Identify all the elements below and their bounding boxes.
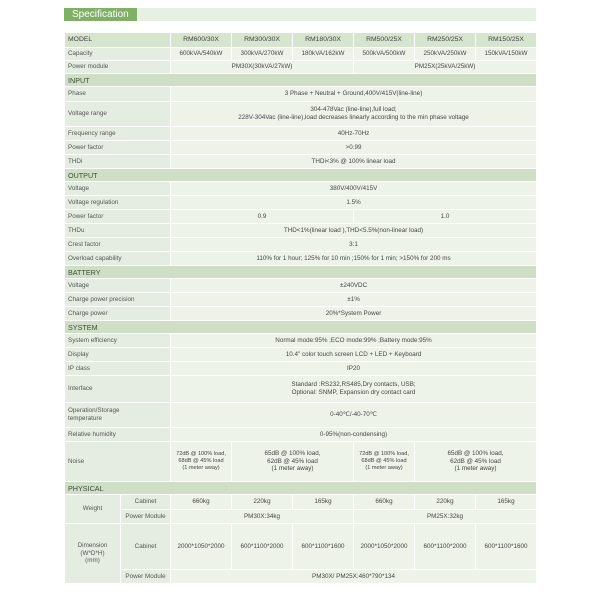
capacity-value: 150kVA/150kW [476,48,537,61]
input-power-factor-label: Power factor [65,141,171,155]
phase-row [65,87,537,102]
display-label: Display [65,348,171,362]
weight-cabinet-value: 220kg [232,495,293,510]
weight-cabinet-value: 165kg [476,495,537,510]
dimension-cabinet-label: Cabinet [121,524,171,570]
section-physical-title: PHYSICAL [65,482,537,495]
overload-value: 110% for 1 hour; 125% for 10 min ;150% for 1 min; >150% for 200 ms [171,252,537,266]
weight-pm-row [65,510,537,524]
interface-row [65,376,537,403]
power-module-value: PM25X(25kVA/25kW) [354,61,537,74]
model-row [65,33,537,48]
display-value: 10.4" color touch screen LCD + LED + Keyboard [171,348,537,362]
noise-row [65,442,537,482]
noise-line: (1 meter away) [182,464,220,471]
temperature-label [65,403,171,428]
noise-line: 65dB @ 100% load, [264,449,321,457]
noise-value [354,442,415,482]
noise-value [171,442,232,482]
section-input-title: INPUT [65,74,537,87]
battery-voltage-row [65,279,537,293]
output-power-factor-value: 0.9 [171,210,354,224]
weight-cabinet-value: 165kg [293,495,354,510]
crest-factor-value: 3:1 [171,238,537,252]
frequency-range-label: Frequency range [65,127,171,141]
interface-line: Standard :RS232,RS485,Dry contacts, USB; [291,381,416,389]
capacity-value: 600kVA/540kW [171,48,232,61]
noise-line: 72dB @ 100% load, [359,451,409,458]
noise-line: 65dB @ 100% load, [447,449,504,457]
weight-cabinet-value: 660kg [354,495,415,510]
output-voltage-row [65,182,537,196]
model-name: RM300/30X [232,33,293,48]
dimension-label-line: (mm) [85,557,100,565]
section-output-title: OUTPUT [65,169,537,182]
weight-cabinet-value: 660kg [171,495,232,510]
thdu-row [65,224,537,238]
section-battery [65,266,537,279]
spec-table [64,32,537,584]
voltage-range-value [171,102,537,127]
dimension-label-line: (W*D*H) [80,549,105,557]
noise-line: (1 meter away) [365,464,403,471]
temperature-label-line: Operation/Storage [68,407,120,415]
dimension-cabinet-value: 600*1100*2000 [232,524,293,570]
output-voltage-value: 380V/400V/415V [171,182,537,196]
weight-label: Weight [65,495,121,524]
noise-line: 72dB @ 100% load, [176,451,226,458]
capacity-row [65,48,537,61]
battery-voltage-label: Voltage [65,279,171,293]
section-input [65,74,537,87]
dimension-cabinet-value: 2000*1050*2000 [354,524,415,570]
model-name: RM250/25X [415,33,476,48]
charge-precision-value: ±1% [171,293,537,307]
display-row [65,348,537,362]
spec-header-title: Specification [64,8,137,21]
section-system-title: SYSTEM [65,321,537,334]
voltage-regulation-row [65,196,537,210]
interface-line: Optional: SNMP, Expansion dry contact card [291,389,416,396]
phase-value: 3 Phase + Neutral + Ground,400V/415V(line-line) [171,87,537,102]
crest-factor-row [65,238,537,252]
weight-pm-value: PM25X:32kg [354,510,537,524]
output-power-factor-row [65,210,537,224]
voltage-range-label: Voltage range [65,102,171,127]
output-voltage-label: Voltage [65,182,171,196]
dimension-label-line: Dimension [77,541,108,549]
section-physical [65,482,537,495]
thdi-label: THDi [65,155,171,169]
output-power-factor-value: 1.0 [354,210,537,224]
model-name: RM150/25X [476,33,537,48]
voltage-range-row [65,102,537,127]
section-system [65,321,537,334]
model-label: MODEL [65,33,171,48]
humidity-label: Relative humidity [65,428,171,442]
charge-power-row [65,307,537,321]
thdi-row [65,155,537,169]
efficiency-row [65,334,537,348]
phase-label: Phase [65,87,171,102]
dimension-pm-value: PM30X/ PM25X:460*790*134 [171,570,537,584]
overload-label: Overload capability [65,252,171,266]
temperature-row [65,403,537,428]
charge-precision-label: Charge power precision [65,293,171,307]
dimension-cabinet-value: 600*1100*1600 [293,524,354,570]
dimension-cabinet-value: 600*1100*2000 [415,524,476,570]
power-module-row [65,61,537,74]
dimension-label [65,524,121,584]
weight-cabinet-row [65,495,537,510]
capacity-label: Capacity [65,48,171,61]
dimension-cabinet-value: 2000*1050*2000 [171,524,232,570]
section-output [65,169,537,182]
humidity-row [65,428,537,442]
humidity-value: 0-95%(non-condensing) [171,428,537,442]
voltage-regulation-value: 1.5% [171,196,537,210]
model-name: RM500/25X [354,33,415,48]
noise-line: 62dB @ 45% load [267,457,318,465]
ip-class-label: IP class [65,362,171,376]
charge-power-value: 20%*System Power [171,307,537,321]
noise-line: 62dB @ 45% load [450,457,501,465]
voltage-range-line: 304-478Vac (line-line),full load; [310,106,397,114]
model-name: RM180/30X [293,33,354,48]
weight-cabinet-label: Cabinet [121,495,171,510]
weight-pm-value: PM30X:34kg [171,510,354,524]
efficiency-label: System efficiency [65,334,171,348]
model-name: RM600/30X [171,33,232,48]
capacity-value: 180kVA/162kW [293,48,354,61]
voltage-range-line: 228V-304Vac (line-line),load decreases linearly according to the min phase voltage [238,114,469,121]
noise-line: (1 meter away) [454,465,497,473]
weight-pm-label: Power Module [121,510,171,524]
output-power-factor-label: Power factor [65,210,171,224]
voltage-regulation-label: Voltage regulation [65,196,171,210]
thdu-value: THD<1%(linear load ),THD<5.5%(non-linear load) [171,224,537,238]
power-module-value: PM30X(30kVA/27kW) [171,61,354,74]
charge-power-label: Charge power [65,307,171,321]
capacity-value: 250kVA/250kW [415,48,476,61]
frequency-range-row [65,127,537,141]
temperature-value: 0-40℃/-40-70℃ [171,403,537,428]
interface-label: Interface [65,376,171,403]
noise-line: (1 meter away) [271,465,314,473]
thdu-label: THDu [65,224,171,238]
noise-label: Noise [65,442,171,482]
weight-cabinet-value: 220kg [415,495,476,510]
section-battery-title: BATTERY [65,266,537,279]
crest-factor-label: Crest factor [65,238,171,252]
ip-class-row [65,362,537,376]
dimension-cabinet-row [65,524,537,570]
spec-header-bar [64,8,536,21]
noise-value [232,442,354,482]
charge-precision-row [65,293,537,307]
thdi-value: THDi<3% @ 100% linear load [171,155,537,169]
noise-line: 68dB @ 45% load [178,458,224,464]
power-module-label: Power module [65,61,171,74]
overload-row [65,252,537,266]
noise-value [415,442,537,482]
capacity-value: 500kVA/500kW [354,48,415,61]
battery-voltage-value: ±240VDC [171,279,537,293]
dimension-pm-row [65,570,537,584]
input-power-factor-value: >0.99 [171,141,537,155]
temperature-label-line: temperature [68,415,102,422]
ip-class-value: IP20 [171,362,537,376]
interface-value [171,376,537,403]
dimension-cabinet-value: 600*1100*1600 [476,524,537,570]
efficiency-value: Normal mode:95% ;ECO mode:99% ;Battery mode:95% [171,334,537,348]
dimension-pm-label: Power Module [121,570,171,584]
frequency-range-value: 40Hz-70Hz [171,127,537,141]
capacity-value: 300kVA/270kW [232,48,293,61]
noise-line: 68dB @ 45% load [361,458,407,464]
input-power-factor-row [65,141,537,155]
